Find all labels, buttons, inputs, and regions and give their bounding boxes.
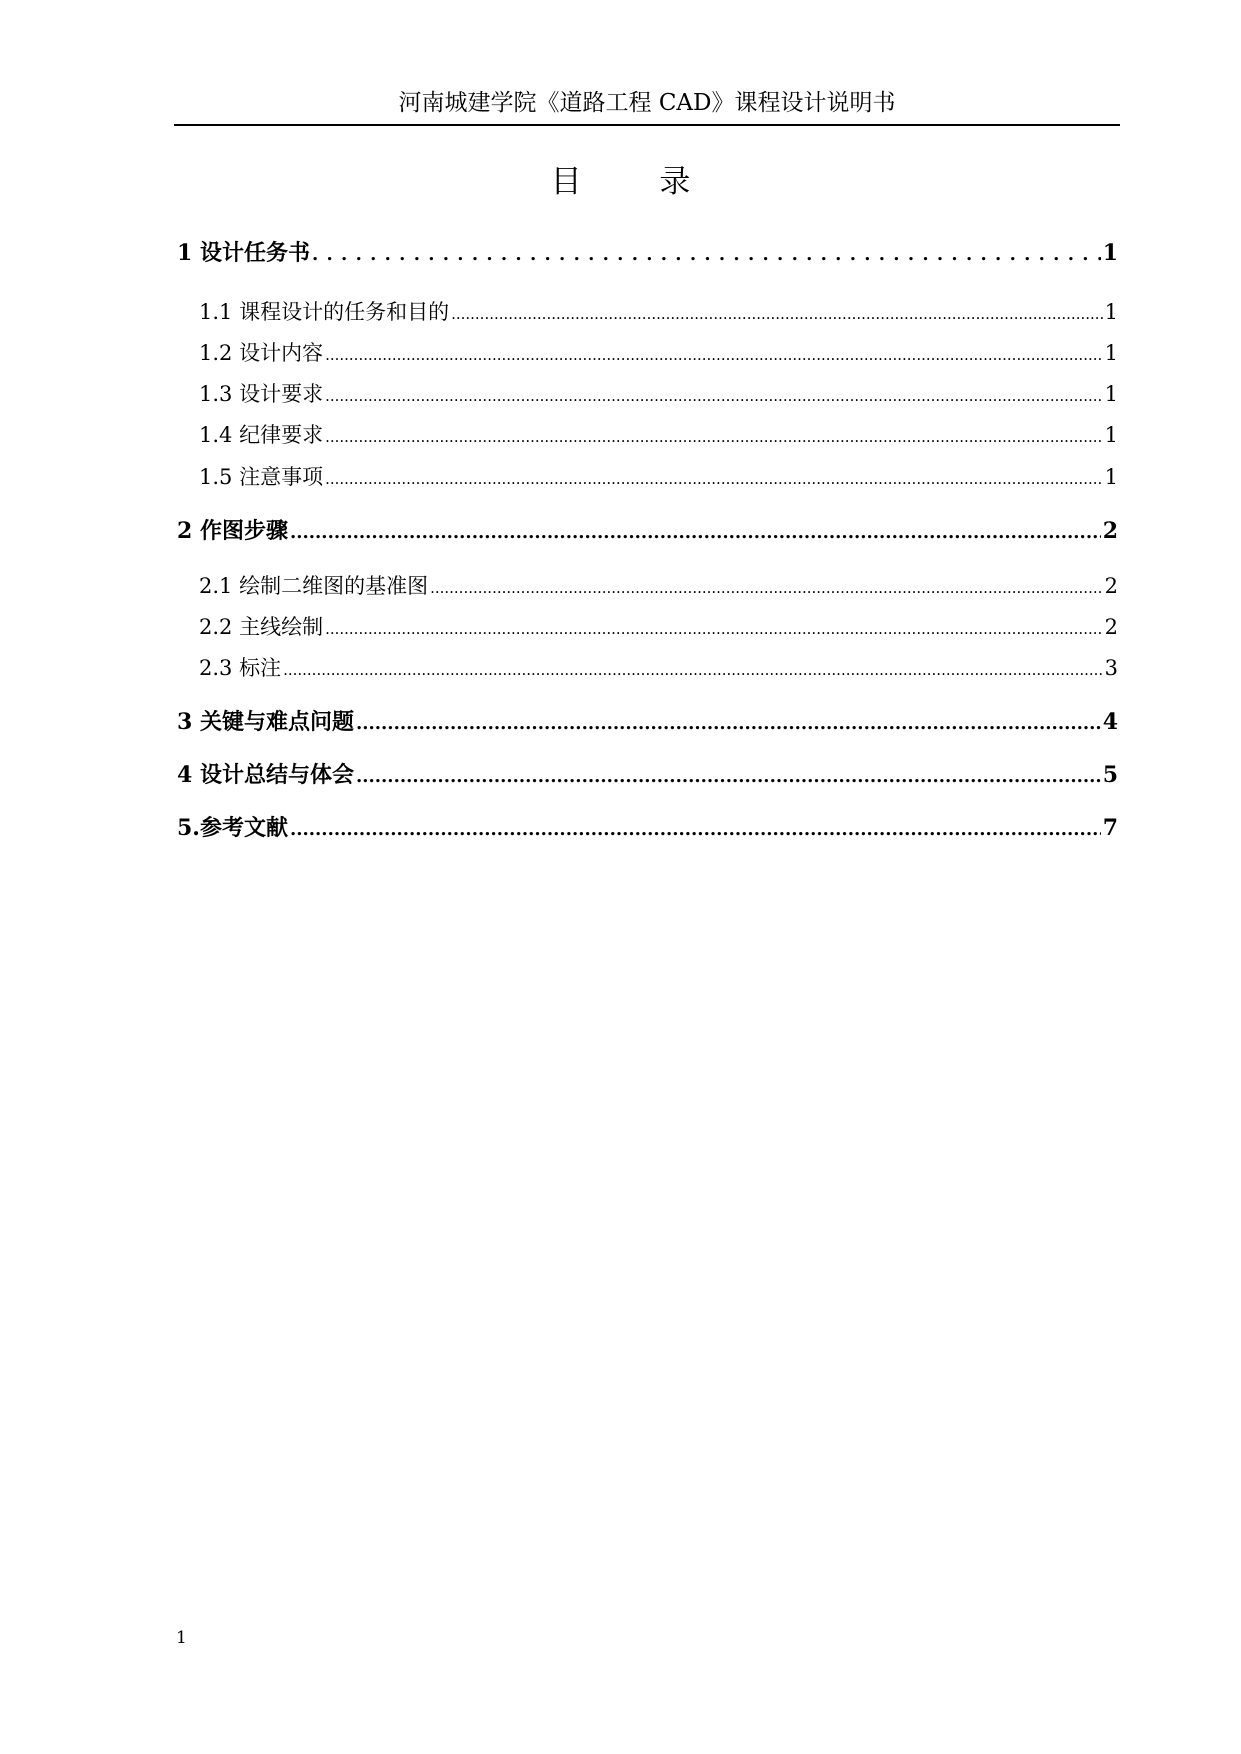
toc-entry-3[interactable] xyxy=(177,705,1118,739)
dot-leader xyxy=(325,461,1103,495)
toc-entry-page: 1 xyxy=(1104,465,1118,489)
toc-entry-label: 1 设计任务书 xyxy=(177,240,310,266)
toc-entry-label: 3 关键与难点问题 xyxy=(177,709,354,735)
toc-entry-1-3[interactable] xyxy=(177,378,1118,410)
dot-leader xyxy=(356,758,1101,794)
toc-entry-page: 1 xyxy=(1104,300,1118,324)
toc-entry-1-1[interactable] xyxy=(177,296,1118,328)
page-number: 1 xyxy=(176,1628,187,1648)
header-text: 河南城建学院《道路工程 CAD》课程设计说明书 xyxy=(398,90,896,116)
toc-entry-2[interactable] xyxy=(177,514,1118,548)
dot-leader xyxy=(312,236,1101,272)
dot-leader xyxy=(290,514,1101,550)
toc-entry-page: 7 xyxy=(1102,815,1118,841)
dot-leader xyxy=(325,611,1103,645)
toc-entry-page: 1 xyxy=(1104,382,1118,406)
toc-entry-page: 2 xyxy=(1102,518,1118,544)
toc-entry-page: 3 xyxy=(1104,656,1118,680)
toc-entry-label: 2.3 标注 xyxy=(199,656,282,680)
toc-entry-page: 1 xyxy=(1102,240,1118,266)
toc-entry-1-2[interactable] xyxy=(177,337,1118,369)
toc-entry-label: 1.1 课程设计的任务和目的 xyxy=(199,300,450,324)
toc-entry-page: 1 xyxy=(1104,341,1118,365)
dot-leader xyxy=(283,652,1103,686)
toc-entry-1-5[interactable] xyxy=(177,461,1118,493)
toc-entry-1[interactable] xyxy=(177,236,1118,270)
toc-entry-label: 1.4 纪律要求 xyxy=(199,423,324,447)
toc-entry-page: 2 xyxy=(1104,615,1118,639)
toc-entry-2-2[interactable] xyxy=(177,611,1118,643)
toc-entry-label: 1.2 设计内容 xyxy=(199,341,324,365)
toc-title: 目 录 xyxy=(550,164,725,200)
toc-entry-1-4[interactable] xyxy=(177,419,1118,451)
toc-entry-page: 5 xyxy=(1102,762,1118,788)
toc-entry-2-1[interactable] xyxy=(177,570,1118,602)
toc-entry-4[interactable] xyxy=(177,758,1118,792)
toc-entry-label: 1.5 注意事项 xyxy=(199,465,324,489)
toc-entry-2-3[interactable] xyxy=(177,652,1118,684)
toc-entry-label: 2.2 主线绘制 xyxy=(199,615,324,639)
toc-entry-label: 2.1 绘制二维图的基准图 xyxy=(199,574,429,598)
dot-leader xyxy=(325,419,1103,453)
dot-leader xyxy=(325,337,1103,371)
dot-leader xyxy=(430,570,1103,604)
toc-entry-page: 2 xyxy=(1104,574,1118,598)
dot-leader xyxy=(325,378,1103,412)
dot-leader xyxy=(290,811,1101,847)
toc-entry-label: 5.参考文献 xyxy=(177,815,288,841)
toc-entry-page: 1 xyxy=(1104,423,1118,447)
dot-leader xyxy=(356,705,1101,741)
toc-entry-label: 2 作图步骤 xyxy=(177,518,288,544)
toc-entry-label: 4 设计总结与体会 xyxy=(177,762,354,788)
toc-entry-5[interactable] xyxy=(177,811,1118,845)
toc-entry-page: 4 xyxy=(1102,709,1118,735)
dot-leader xyxy=(451,296,1103,330)
toc-entry-label: 1.3 设计要求 xyxy=(199,382,324,406)
table-of-contents xyxy=(177,0,1118,900)
